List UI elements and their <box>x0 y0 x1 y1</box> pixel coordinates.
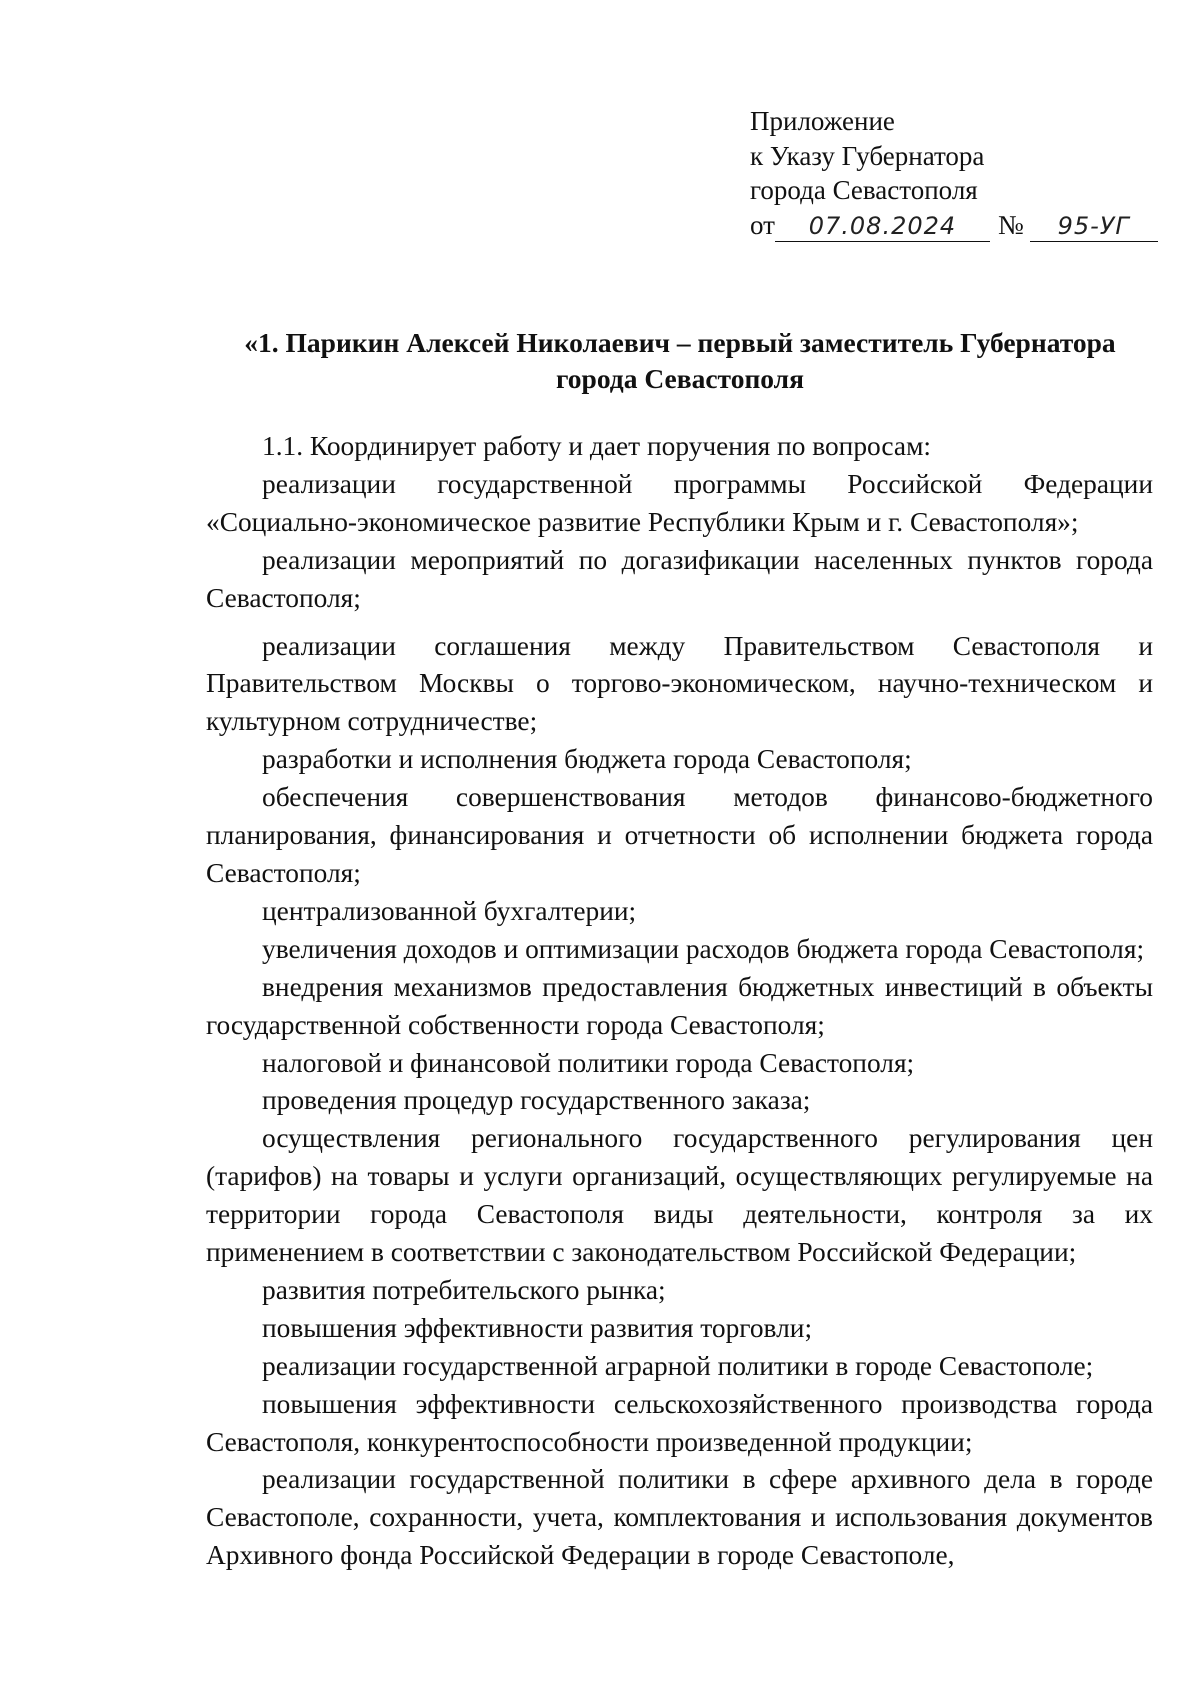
city-reference: города Севастополя <box>750 175 978 205</box>
appendix-header <box>750 104 1170 242</box>
paragraph: реализации мероприятий по догазификации населенных пунктов города Севастополя; <box>206 544 1153 613</box>
paragraph: разработки и исполнения бюджета города Севастополя; <box>262 744 912 775</box>
appendix-label: Приложение <box>750 106 895 136</box>
handwritten-date: 07.08.2024 <box>775 211 990 242</box>
paragraph: развития потребительского рынка; <box>262 1274 666 1305</box>
section-title <box>200 325 1160 397</box>
title-line-2: города Севастополя <box>556 363 804 394</box>
paragraph: реализации соглашения между Правительством Севастополя и Правительством Москвы о торгово-экономическом, научно-техническом и культурном сотрудничестве; <box>206 630 1153 737</box>
number-sign: № <box>997 209 1024 240</box>
paragraph: централизованной бухгалтерии; <box>262 895 637 926</box>
paragraph: внедрения механизмов предоставления бюджетных инвестиций в объекты государственной собственности города Севастополя; <box>206 971 1153 1040</box>
paragraph: осуществления регионального государственного регулирования цен (тарифов) на товары и услуги организаций, осуществляющих регулируемые на территории города Севастополя виды деятельности, контроля за их применением в соответствии с законодательством Российской Федерации; <box>206 1123 1153 1268</box>
date-prefix: от <box>750 209 775 240</box>
paragraph: проведения процедур государственного заказа; <box>262 1085 811 1116</box>
paragraph: реализации государственной аграрной политики в городе Севастополе; <box>262 1350 1094 1381</box>
handwritten-number: 95-УГ <box>1030 211 1158 242</box>
paragraph: увеличения доходов и оптимизации расходов бюджета города Севастополя; <box>262 933 1145 964</box>
paragraph: налоговой и финансовой политики города Севастополя; <box>262 1047 915 1078</box>
paragraph-1-1: 1.1. Координирует работу и дает поручения по вопросам: <box>262 431 932 461</box>
decree-reference: к Указу Губернатора <box>750 140 985 171</box>
paragraph: реализации государственной политики в сфере архивного дела в городе Севастополе, сохранности, учета, комплектования и использования документов Архивного фонда Российской Федерации в городе Севастополе, <box>206 1464 1153 1571</box>
date-number-line <box>750 208 1170 243</box>
paragraph: обеспечения совершенствования методов финансово-бюджетного планирования, финансирования и отчетности об исполнении бюджета города Севастополя; <box>206 782 1153 888</box>
paragraph: повышения эффективности сельскохозяйственного производства города Севастополя, конкурентоспособности произведенной продукции; <box>206 1388 1153 1457</box>
paragraph: повышения эффективности развития торговли; <box>262 1312 813 1343</box>
paragraph: реализации государственной программы Российской Федерации «Социально-экономическое развитие Республики Крым и г. Севастополя»; <box>206 468 1153 537</box>
document-body <box>206 428 1153 1575</box>
title-line-1: «1. Парикин Алексей Николаевич – первый заместитель Губернатора <box>244 327 1116 358</box>
